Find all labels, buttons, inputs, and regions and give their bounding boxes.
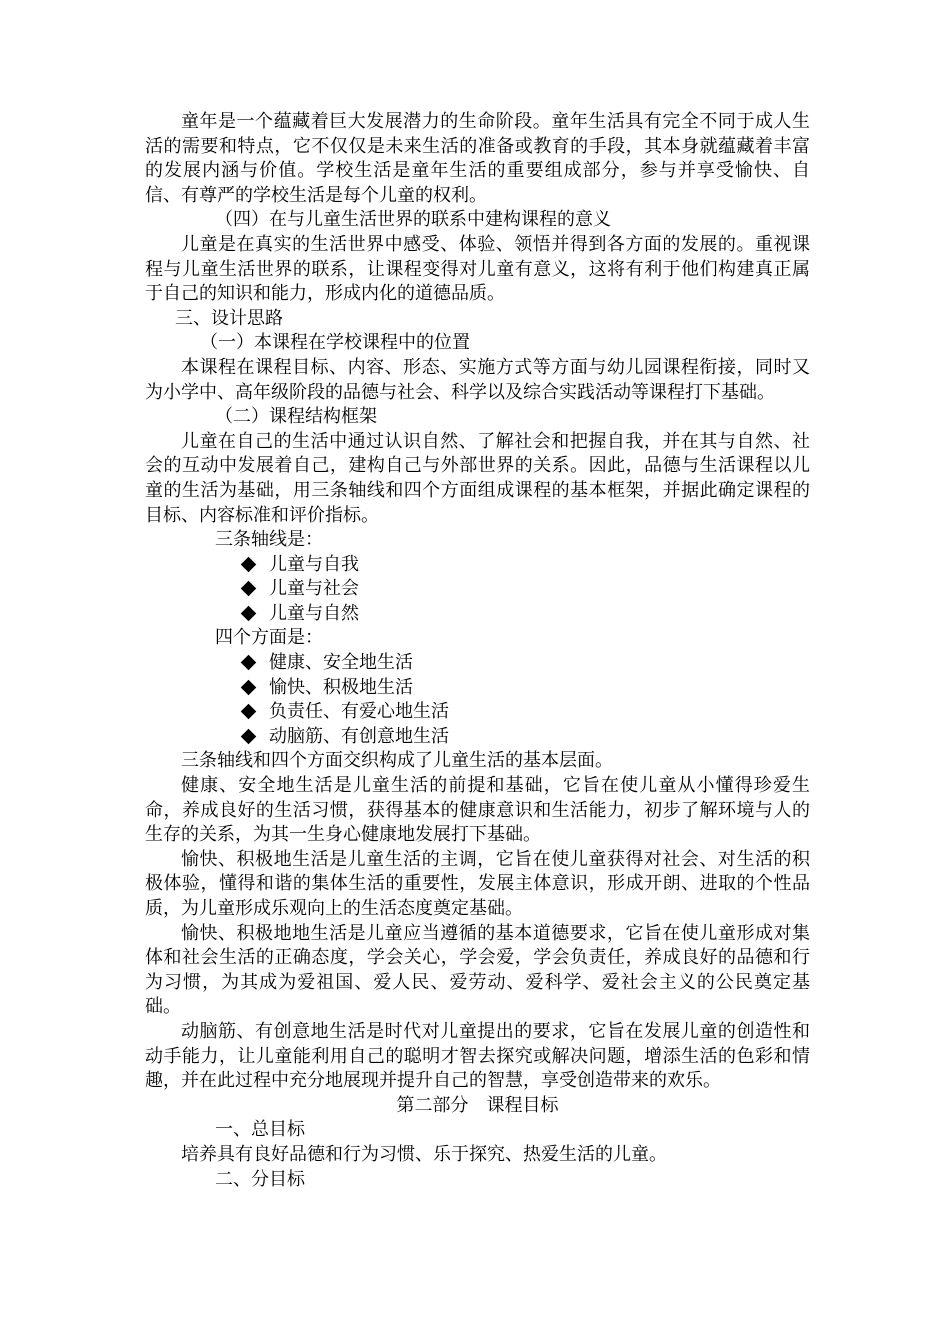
axes-list [145, 553, 810, 627]
paragraph-childhood: 童年是一个蕴藏着巨大发展潜力的生命阶段。童年生活具有完全不同于成人生活的需要和特点，它不仅仅是未来生活的准备或教育的手段，其本身就蕴藏着丰富的发展内涵与价值。学校生活是童年生活的重要组成部分，参与并享受愉快、自信、有尊严的学校生活是每个儿童的权利。 [145, 111, 810, 206]
paragraph-aspect-health: 健康、安全地生活是儿童生活的前提和基础，它旨在使儿童从小懂得珍爱生命，养成良好的生活习惯，获得基本的健康意识和生活能力，初步了解环境与人的生存的关系，为其一生身心健康地发展打下基础。 [145, 775, 810, 846]
heading-course-position: （一）本课程在学校课程中的位置 [200, 332, 470, 354]
document-body [145, 110, 810, 1192]
list-item: 负责任、有爱心地生活 [145, 700, 810, 725]
paragraph-aspect-happy: 愉快、积极地生活是儿童生活的主调，它旨在使儿童获得对社会、对生活的积极体验，懂得和谐的集体生活的重要性，发展主体意识，形成开朗、进取的个性品质，为儿童形成乐观向上的生活态度奠定基础。 [145, 848, 810, 919]
paragraph-life-world: 儿童是在真实的生活世界中感受、体验、领悟并得到各方面的发展的。重视课程与儿童生活世界的联系，让课程变得对儿童有意义，这将有利于他们构建真正属于自己的知识和能力，形成内化的道德品质。 [145, 233, 810, 305]
heading-part-two: 第二部分 课程目标 [396, 1094, 559, 1116]
paragraph-course-position: 本课程在课程目标、内容、形态、实施方式等方面与幼儿园课程衔接，同时又为小学中、高年级阶段的品德与社会、科学以及综合实践活动等课程打下基础。 [145, 356, 810, 403]
paragraph-aspect-responsible: 愉快、积极地地生活是儿童应当遵循的基本道德要求，它旨在使儿童形成对集体和社会生活的正确态度，学会关心，学会爱，学会负责任，养成良好的品德和行为习惯，为其成为爱祖国、爱人民、爱劳动、爱科学、爱社会主义的公民奠定基础。 [145, 922, 810, 1018]
heading-overall-goal: 一、总目标 [215, 1119, 305, 1141]
summary-line: 三条轴线和四个方面交织构成了儿童生活的基本层面。 [181, 750, 613, 772]
list-item: 儿童与自然 [145, 602, 810, 627]
heading-design-ideas: 三、设计思路 [175, 307, 283, 329]
aspects-lead: 四个方面是： [215, 627, 323, 649]
heading-section-4: （四）在与儿童生活世界的联系中建构课程的意义 [215, 209, 611, 231]
list-item: 儿童与社会 [145, 577, 810, 602]
list-item: 健康、安全地生活 [145, 651, 810, 676]
list-item: 动脑筋、有创意地生活 [145, 725, 810, 750]
heading-course-structure: （二）课程结构框架 [215, 406, 377, 428]
axes-lead: 三条轴线是： [215, 529, 323, 551]
paragraph-overall-goal: 培养具有良好品德和行为习惯、乐于探究、热爱生活的儿童。 [181, 1143, 667, 1165]
paragraph-aspect-creative: 动脑筋、有创意地生活是时代对儿童提出的要求，它旨在发展儿童的创造性和动手能力，让儿童能利用自己的聪明才智去探究或解决问题，增添生活的色彩和情趣，并在此过程中充分地展现并提升自己的智慧，享受创造带来的欢乐。 [145, 1020, 810, 1092]
aspects-list [145, 651, 810, 749]
list-item: 儿童与自我 [145, 553, 810, 578]
list-item: 愉快、积极地生活 [145, 676, 810, 701]
heading-sub-goals: 二、分目标 [215, 1168, 305, 1190]
paragraph-course-structure: 儿童在自己的生活中通过认识自然、了解社会和把握自我，并在其与自然、社会的互动中发展着自己，建构自己与外部世界的关系。因此，品德与生活课程以儿童的生活为基础，用三条轴线和四个方面组成课程的基本框架，并据此确定课程的目标、内容标准和评价指标。 [145, 430, 810, 526]
